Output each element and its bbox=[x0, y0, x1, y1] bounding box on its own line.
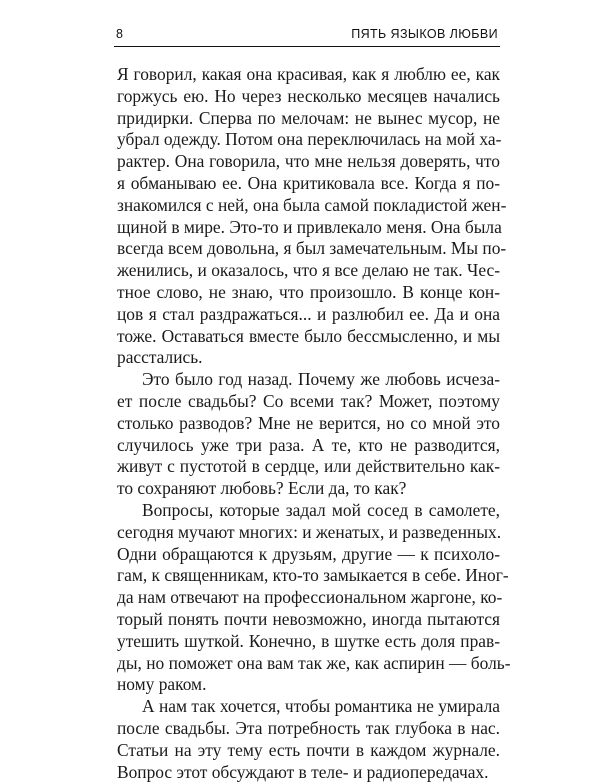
text-line: ды, но поможет она вам так же, как аспирин — боль- bbox=[117, 653, 500, 675]
text-line: после свадьбы. Эта потребность так глубока в нас. bbox=[117, 718, 500, 740]
text-line: расстались. bbox=[117, 347, 500, 369]
text-line: гам, к священникам, кто-то замыкается в себе. Иног- bbox=[117, 565, 500, 587]
book-title: ПЯТЬ ЯЗЫКОВ ЛЮБВИ bbox=[351, 27, 498, 41]
text-line: Это было год назад. Почему же любовь исчеза- bbox=[117, 369, 500, 391]
paragraph bbox=[117, 696, 500, 783]
running-head bbox=[114, 24, 500, 47]
text-line: живут с пустотой в сердце, или действительно как- bbox=[117, 456, 500, 478]
text-line: щиной в мире. Это-то и привлекало меня. Она была bbox=[117, 217, 500, 239]
text-line: да нам отвечают на профессиональном жаргоне, ко- bbox=[117, 587, 500, 609]
paragraph bbox=[117, 500, 500, 696]
text-line: горжусь ею. Но через несколько месяцев начались bbox=[117, 86, 500, 108]
text-line: Вопрос этот обсуждают в теле- и радиопередачах. bbox=[117, 762, 500, 783]
text-line: рактер. Она говорила, что мне нельзя доверять, что bbox=[117, 151, 500, 173]
text-line: сегодня мучают многих: и женатых, и разведенных. bbox=[117, 522, 500, 544]
text-line: утешить шуткой. Конечно, в шутке есть доля прав- bbox=[117, 631, 500, 653]
text-line: случилось уже три раза. А те, кто не разводится, bbox=[117, 435, 500, 457]
text-line: я обманываю ее. Она критиковала все. Когда я по- bbox=[117, 173, 500, 195]
text-line: тное слово, не знаю, что произошло. В конце кон- bbox=[117, 282, 500, 304]
text-line: знакомился с ней, она была самой покладистой жен- bbox=[117, 195, 500, 217]
text-line: всегда всем довольна, я был замечательным. Мы по- bbox=[117, 238, 500, 260]
text-line: А нам так хочется, чтобы романтика не умирала bbox=[117, 696, 500, 718]
text-line: Вопросы, которые задал мой сосед в самолете, bbox=[117, 500, 500, 522]
text-line: цов я стал раздражаться... и разлюбил ее. Да и она bbox=[117, 304, 500, 326]
text-line: ет после свадьбы? Со всеми так? Может, поэтому bbox=[117, 391, 500, 413]
text-line: убрал одежду. Потом она переключилась на мой ха- bbox=[117, 129, 500, 151]
text-line: Одни обращаются к друзьям, другие — к психоло- bbox=[117, 544, 500, 566]
text-line: тоже. Оставаться вместе было бессмысленно, и мы bbox=[117, 326, 500, 348]
text-line: ному раком. bbox=[117, 674, 500, 696]
text-line: Статьи на эту тему есть почти в каждом журнале. bbox=[117, 740, 500, 762]
text-line: столько разводов? Мне не верится, но со мной это bbox=[117, 413, 500, 435]
text-line: женились, и оказалось, что я все делаю не так. Чес- bbox=[117, 260, 500, 282]
text-line: придирки. Сперва по мелочам: не вынес мусор, не bbox=[117, 108, 500, 130]
text-line: Я говорил, какая она красивая, как я люблю ее, как bbox=[117, 64, 500, 86]
paragraph bbox=[117, 64, 500, 369]
body-text bbox=[117, 64, 500, 783]
text-line: то сохраняют любовь? Если да, то как? bbox=[117, 478, 500, 500]
paragraph bbox=[117, 369, 500, 500]
page-number: 8 bbox=[116, 27, 123, 41]
text-line: торый понять почти невозможно, иногда пытаются bbox=[117, 609, 500, 631]
